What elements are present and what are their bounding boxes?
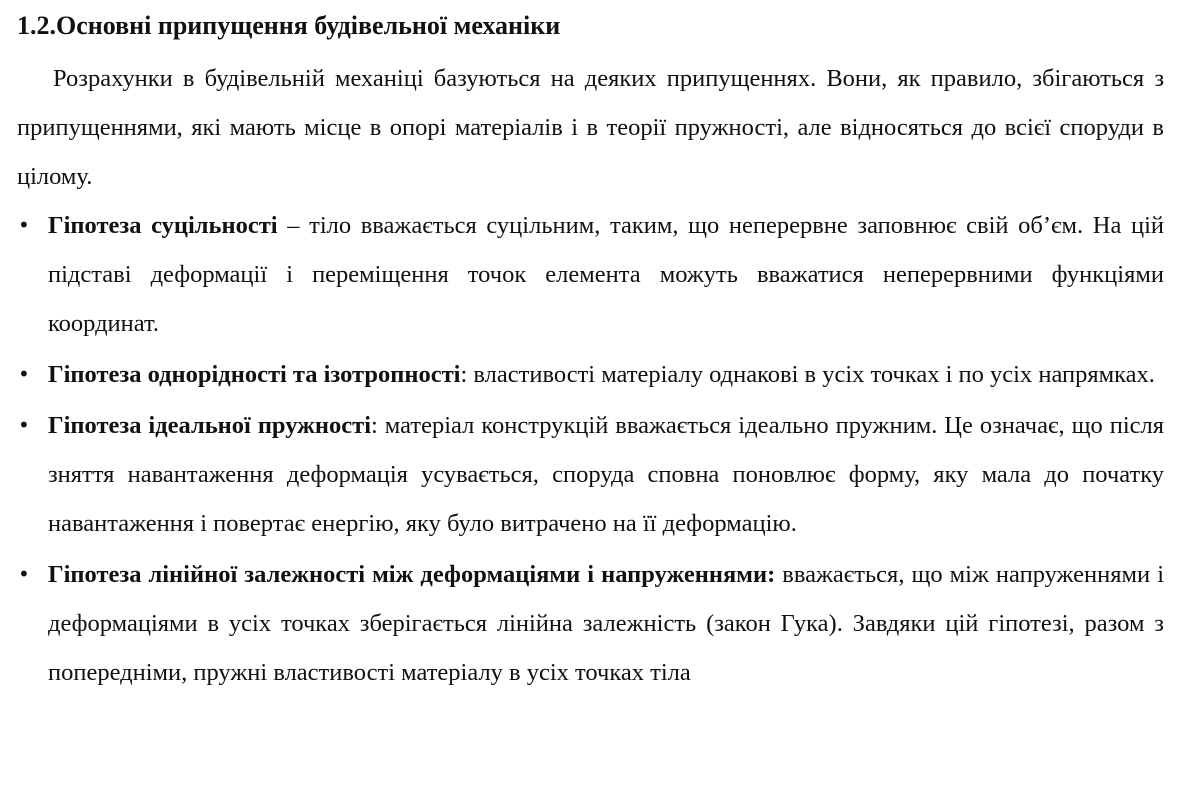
hypotheses-list <box>17 201 1164 697</box>
hypothesis-term: Гіпотеза ідеальної пружності <box>48 412 372 439</box>
section-heading: 1.2.Основні припущення будівельної механіки <box>17 11 561 40</box>
hypothesis-term: Гіпотеза лінійної залежності між деформаціями і напруженнями: <box>48 561 776 588</box>
hypothesis-continuity <box>17 201 1164 348</box>
hypothesis-linear-dependence <box>17 550 1164 697</box>
bullet-icon: • <box>18 362 30 386</box>
hypothesis-term: Гіпотеза суцільності <box>48 212 278 239</box>
bullet-icon: • <box>18 213 30 237</box>
hypothesis-term: Гіпотеза однорідності та ізотропності <box>48 361 461 388</box>
bullet-icon: • <box>18 413 30 437</box>
hypothesis-text: – тіло вважається суцільним, таким, що неперервне заповнює свій об’єм. На цій підставі деформації і переміщення точок елемента можуть вважатися неперервними функціями координат. <box>48 212 1165 337</box>
bullet-icon: • <box>18 562 30 586</box>
hypothesis-ideal-elasticity <box>17 401 1164 548</box>
hypothesis-homogeneity <box>17 350 1164 399</box>
hypothesis-text: : властивості матеріалу однакові в усіх точках і по усіх напрямках. <box>460 361 1155 388</box>
intro-paragraph: Розрахунки в будівельній механіці базуються на деяких припущеннях. Вони, як правило, збігаються з припущеннями, які мають місце в опорі матеріалів і в теорії пружності, але відносяться до всієї споруди в цілому. <box>17 65 1164 190</box>
hypothesis-text: : матеріал конструкцій вважається ідеально пружним. Це означає, що після зняття навантаження деформація усувається, споруда сповна поновлює форму, яку мала до початку навантаження і повертає енергію, яку було витрачено на її деформацію. <box>48 412 1164 537</box>
hypothesis-text: вважається, що між напруженнями і деформаціями в усіх точках зберігається лінійна залежність (закон Гука). Завдяки цій гіпотезі, разом з попередніми, пружні властивості матеріалу в усіх точках тіла <box>48 561 1164 686</box>
